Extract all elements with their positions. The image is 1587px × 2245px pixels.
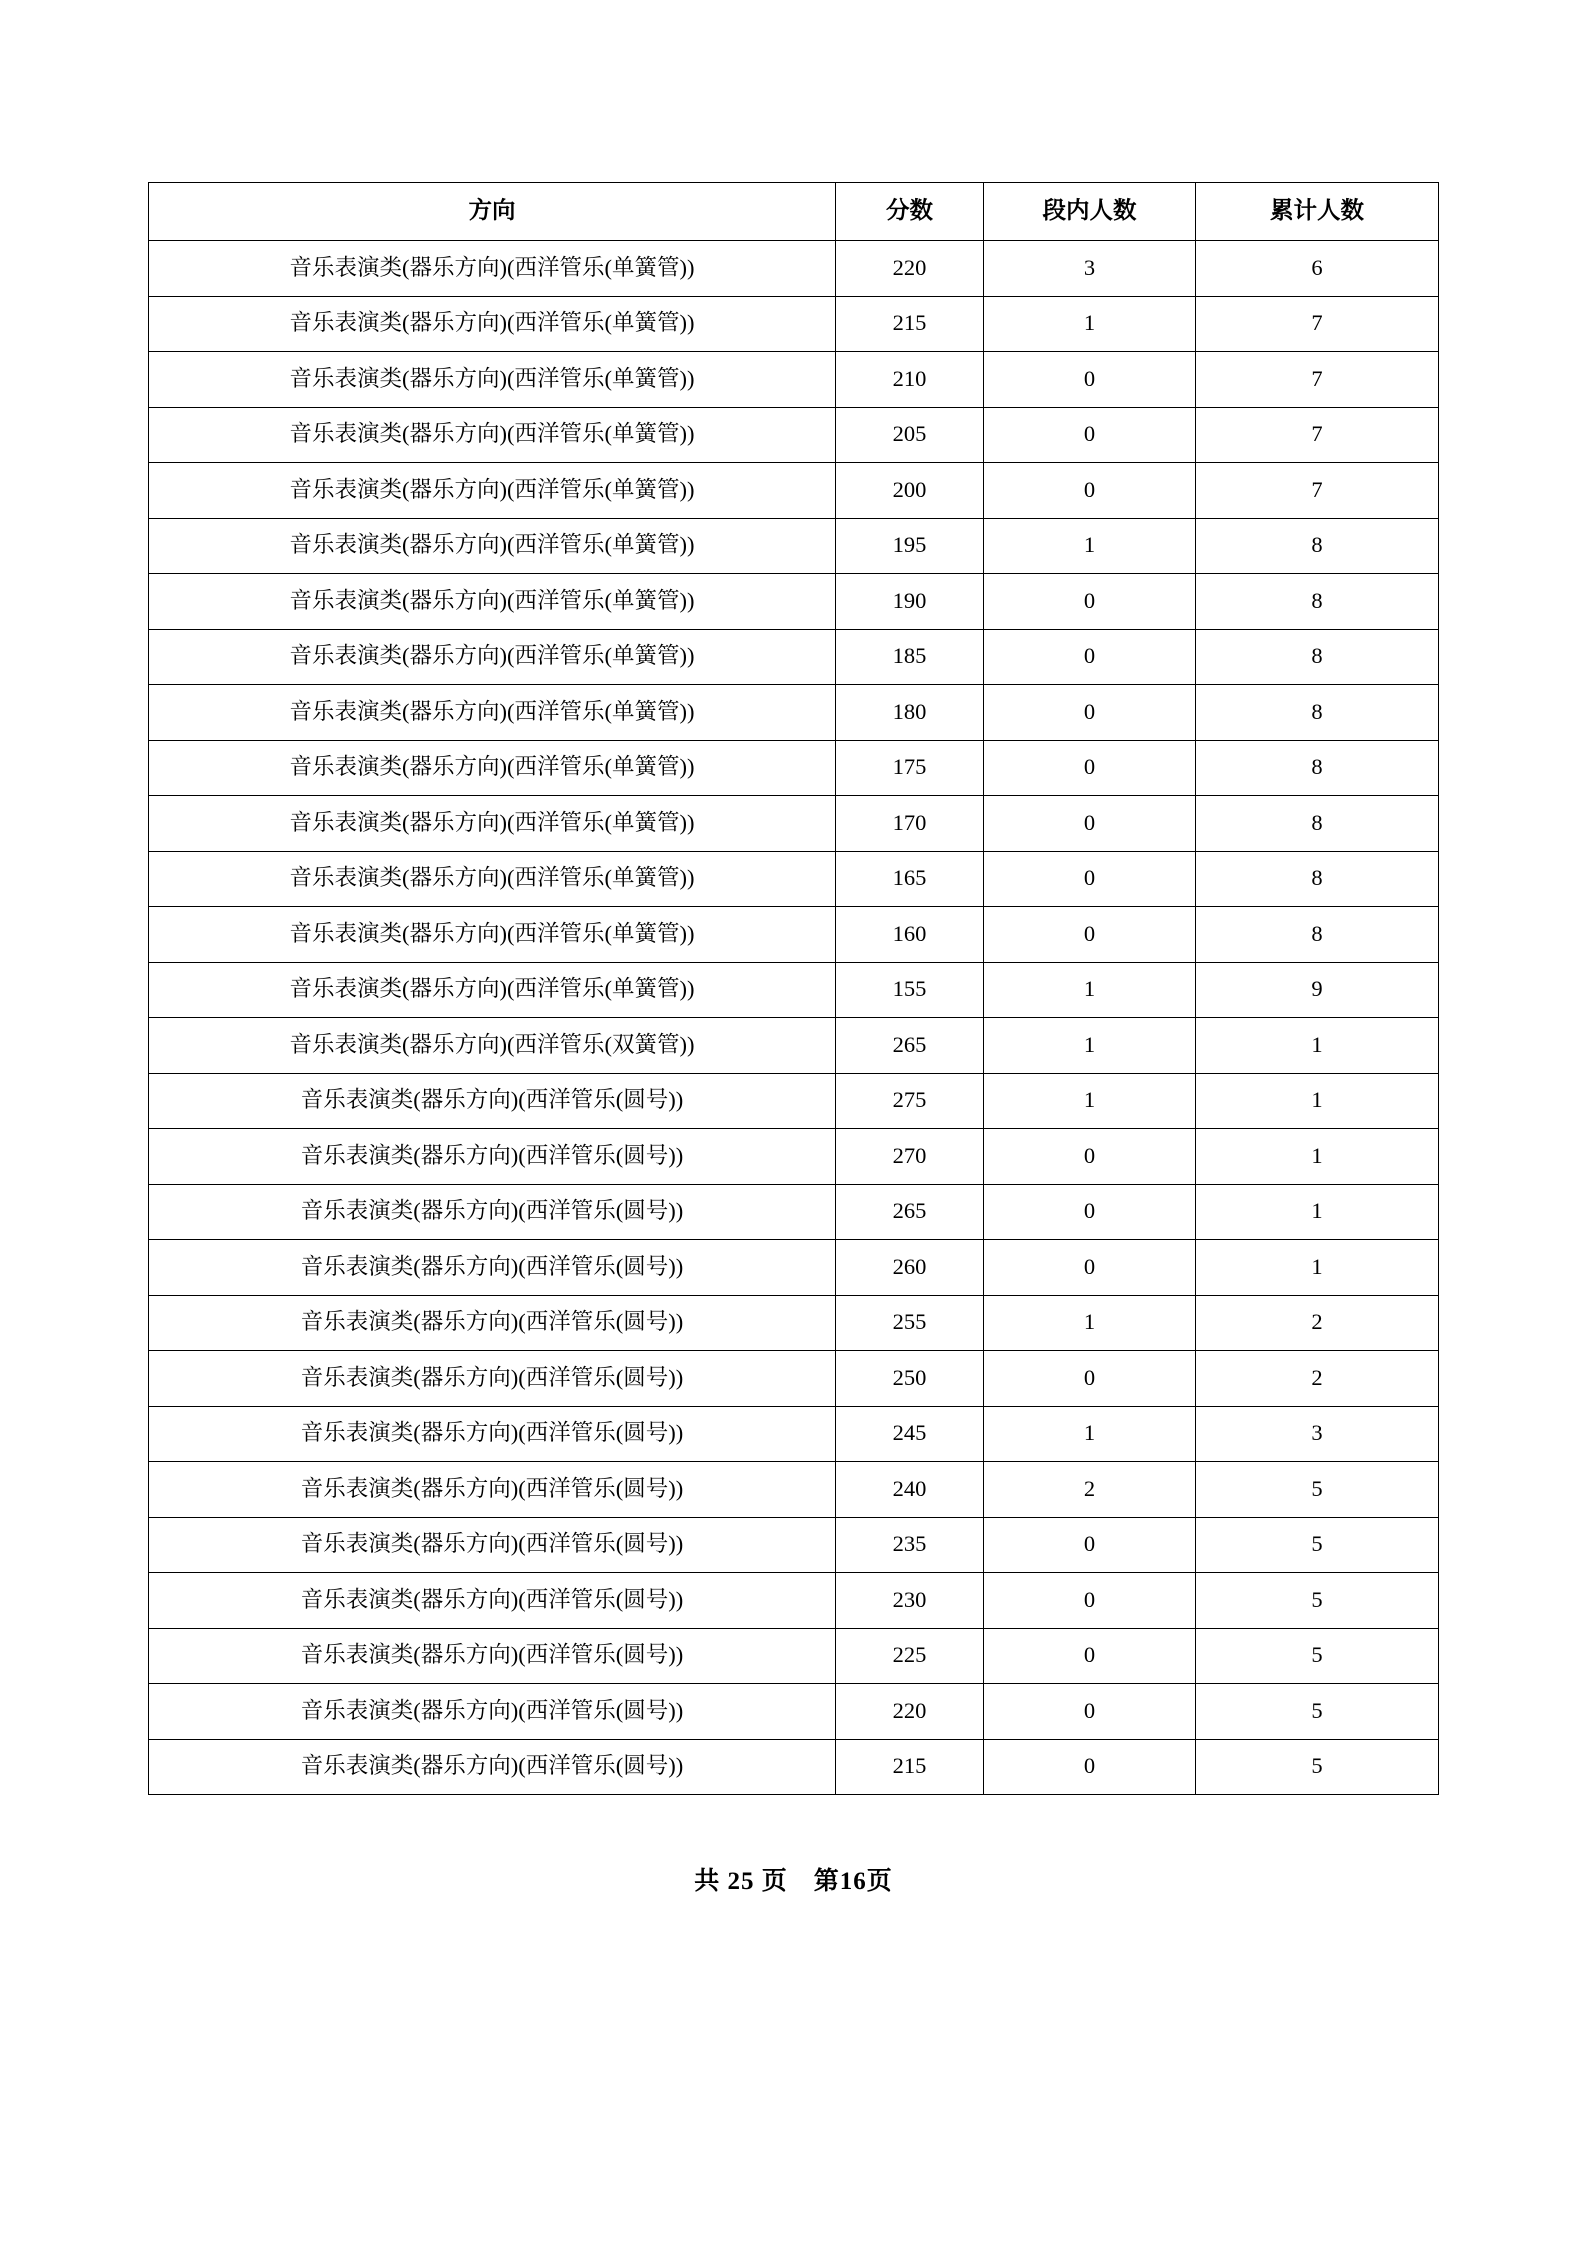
cell-score: 255 xyxy=(836,1295,984,1351)
cell-direction: 音乐表演类(器乐方向)(西洋管乐(单簧管)) xyxy=(149,851,836,907)
table-row xyxy=(149,352,1439,408)
table-header-row xyxy=(149,183,1439,241)
cell-score: 235 xyxy=(836,1517,984,1573)
cell-cumulative-count: 7 xyxy=(1196,463,1439,519)
cell-segment-count: 0 xyxy=(984,851,1196,907)
table-row xyxy=(149,1351,1439,1407)
cell-score: 220 xyxy=(836,1684,984,1740)
cell-direction: 音乐表演类(器乐方向)(西洋管乐(圆号)) xyxy=(149,1129,836,1185)
cell-segment-count: 1 xyxy=(984,1295,1196,1351)
cell-cumulative-count: 1 xyxy=(1196,1073,1439,1129)
footer-total-pages: 共 25 页 xyxy=(694,1868,788,1895)
cell-direction: 音乐表演类(器乐方向)(西洋管乐(单簧管)) xyxy=(149,907,836,963)
cell-segment-count: 0 xyxy=(984,1240,1196,1296)
cell-score: 215 xyxy=(836,1739,984,1795)
cell-cumulative-count: 8 xyxy=(1196,907,1439,963)
table-row xyxy=(149,1573,1439,1629)
cell-direction: 音乐表演类(器乐方向)(西洋管乐(圆号)) xyxy=(149,1184,836,1240)
cell-score: 195 xyxy=(836,518,984,574)
cell-cumulative-count: 3 xyxy=(1196,1406,1439,1462)
column-header-segment-count: 段内人数 xyxy=(984,183,1196,241)
cell-score: 265 xyxy=(836,1018,984,1074)
cell-score: 275 xyxy=(836,1073,984,1129)
cell-score: 175 xyxy=(836,740,984,796)
cell-direction: 音乐表演类(器乐方向)(西洋管乐(单簧管)) xyxy=(149,685,836,741)
cell-cumulative-count: 1 xyxy=(1196,1129,1439,1185)
cell-direction: 音乐表演类(器乐方向)(西洋管乐(单簧管)) xyxy=(149,463,836,519)
table-row xyxy=(149,463,1439,519)
cell-cumulative-count: 5 xyxy=(1196,1573,1439,1629)
cell-segment-count: 0 xyxy=(984,796,1196,852)
cell-score: 270 xyxy=(836,1129,984,1185)
cell-direction: 音乐表演类(器乐方向)(西洋管乐(单簧管)) xyxy=(149,796,836,852)
cell-cumulative-count: 1 xyxy=(1196,1018,1439,1074)
table-row xyxy=(149,796,1439,852)
cell-score: 200 xyxy=(836,463,984,519)
cell-segment-count: 2 xyxy=(984,1462,1196,1518)
cell-direction: 音乐表演类(器乐方向)(西洋管乐(单簧管)) xyxy=(149,241,836,297)
cell-segment-count: 0 xyxy=(984,1684,1196,1740)
cell-direction: 音乐表演类(器乐方向)(西洋管乐(圆号)) xyxy=(149,1351,836,1407)
cell-cumulative-count: 5 xyxy=(1196,1517,1439,1573)
column-header-cumulative-count: 累计人数 xyxy=(1196,183,1439,241)
cell-segment-count: 0 xyxy=(984,407,1196,463)
cell-segment-count: 1 xyxy=(984,1018,1196,1074)
cell-segment-count: 1 xyxy=(984,518,1196,574)
cell-segment-count: 1 xyxy=(984,1073,1196,1129)
cell-direction: 音乐表演类(器乐方向)(西洋管乐(圆号)) xyxy=(149,1573,836,1629)
cell-cumulative-count: 5 xyxy=(1196,1628,1439,1684)
table-row xyxy=(149,518,1439,574)
cell-cumulative-count: 5 xyxy=(1196,1684,1439,1740)
cell-cumulative-count: 7 xyxy=(1196,352,1439,408)
cell-score: 160 xyxy=(836,907,984,963)
table-row xyxy=(149,962,1439,1018)
cell-score: 215 xyxy=(836,296,984,352)
cell-direction: 音乐表演类(器乐方向)(西洋管乐(圆号)) xyxy=(149,1462,836,1518)
table-row xyxy=(149,296,1439,352)
cell-score: 165 xyxy=(836,851,984,907)
cell-cumulative-count: 7 xyxy=(1196,407,1439,463)
cell-direction: 音乐表演类(器乐方向)(西洋管乐(圆号)) xyxy=(149,1628,836,1684)
column-header-score: 分数 xyxy=(836,183,984,241)
table-row xyxy=(149,629,1439,685)
cell-segment-count: 1 xyxy=(984,296,1196,352)
column-header-direction: 方向 xyxy=(149,183,836,241)
cell-score: 190 xyxy=(836,574,984,630)
cell-cumulative-count: 8 xyxy=(1196,574,1439,630)
table-row xyxy=(149,1018,1439,1074)
cell-segment-count: 0 xyxy=(984,1573,1196,1629)
table-row xyxy=(149,1295,1439,1351)
cell-direction: 音乐表演类(器乐方向)(西洋管乐(双簧管)) xyxy=(149,1018,836,1074)
cell-segment-count: 0 xyxy=(984,629,1196,685)
cell-direction: 音乐表演类(器乐方向)(西洋管乐(单簧管)) xyxy=(149,296,836,352)
cell-cumulative-count: 9 xyxy=(1196,962,1439,1018)
cell-cumulative-count: 8 xyxy=(1196,851,1439,907)
table-row xyxy=(149,907,1439,963)
footer-current-page: 第16页 xyxy=(813,1868,893,1895)
table-row xyxy=(149,407,1439,463)
cell-cumulative-count: 8 xyxy=(1196,685,1439,741)
table-row xyxy=(149,685,1439,741)
table-row xyxy=(149,1184,1439,1240)
cell-score: 205 xyxy=(836,407,984,463)
cell-score: 210 xyxy=(836,352,984,408)
cell-cumulative-count: 1 xyxy=(1196,1240,1439,1296)
cell-score: 170 xyxy=(836,796,984,852)
cell-cumulative-count: 2 xyxy=(1196,1295,1439,1351)
table-row xyxy=(149,851,1439,907)
table-row xyxy=(149,1684,1439,1740)
cell-cumulative-count: 6 xyxy=(1196,241,1439,297)
cell-segment-count: 1 xyxy=(984,962,1196,1018)
cell-segment-count: 0 xyxy=(984,1129,1196,1185)
table-row xyxy=(149,1517,1439,1573)
table-row xyxy=(149,574,1439,630)
cell-segment-count: 0 xyxy=(984,574,1196,630)
cell-direction: 音乐表演类(器乐方向)(西洋管乐(单簧管)) xyxy=(149,740,836,796)
cell-cumulative-count: 2 xyxy=(1196,1351,1439,1407)
cell-segment-count: 0 xyxy=(984,740,1196,796)
cell-direction: 音乐表演类(器乐方向)(西洋管乐(圆号)) xyxy=(149,1684,836,1740)
table-row xyxy=(149,1073,1439,1129)
cell-segment-count: 0 xyxy=(984,1184,1196,1240)
cell-score: 230 xyxy=(836,1573,984,1629)
table-row xyxy=(149,740,1439,796)
cell-direction: 音乐表演类(器乐方向)(西洋管乐(单簧管)) xyxy=(149,574,836,630)
cell-score: 220 xyxy=(836,241,984,297)
table-row xyxy=(149,1240,1439,1296)
cell-cumulative-count: 8 xyxy=(1196,629,1439,685)
cell-direction: 音乐表演类(器乐方向)(西洋管乐(圆号)) xyxy=(149,1240,836,1296)
cell-segment-count: 1 xyxy=(984,1406,1196,1462)
cell-segment-count: 0 xyxy=(984,1628,1196,1684)
cell-cumulative-count: 8 xyxy=(1196,518,1439,574)
cell-score: 265 xyxy=(836,1184,984,1240)
table-body xyxy=(149,241,1439,1795)
cell-score: 155 xyxy=(836,962,984,1018)
cell-score: 185 xyxy=(836,629,984,685)
table-row xyxy=(149,1739,1439,1795)
table-row xyxy=(149,1628,1439,1684)
cell-segment-count: 0 xyxy=(984,685,1196,741)
cell-direction: 音乐表演类(器乐方向)(西洋管乐(圆号)) xyxy=(149,1073,836,1129)
cell-cumulative-count: 5 xyxy=(1196,1462,1439,1518)
cell-direction: 音乐表演类(器乐方向)(西洋管乐(单簧管)) xyxy=(149,518,836,574)
cell-cumulative-count: 7 xyxy=(1196,296,1439,352)
table-row xyxy=(149,1406,1439,1462)
cell-direction: 音乐表演类(器乐方向)(西洋管乐(单簧管)) xyxy=(149,962,836,1018)
cell-segment-count: 0 xyxy=(984,463,1196,519)
cell-segment-count: 0 xyxy=(984,1517,1196,1573)
cell-segment-count: 0 xyxy=(984,352,1196,408)
cell-direction: 音乐表演类(器乐方向)(西洋管乐(单簧管)) xyxy=(149,352,836,408)
table-row xyxy=(149,241,1439,297)
cell-score: 225 xyxy=(836,1628,984,1684)
cell-cumulative-count: 8 xyxy=(1196,740,1439,796)
table-row xyxy=(149,1129,1439,1185)
page-footer xyxy=(148,1861,1439,1897)
cell-direction: 音乐表演类(器乐方向)(西洋管乐(圆号)) xyxy=(149,1406,836,1462)
cell-direction: 音乐表演类(器乐方向)(西洋管乐(圆号)) xyxy=(149,1295,836,1351)
cell-direction: 音乐表演类(器乐方向)(西洋管乐(单簧管)) xyxy=(149,629,836,685)
cell-score: 240 xyxy=(836,1462,984,1518)
cell-direction: 音乐表演类(器乐方向)(西洋管乐(圆号)) xyxy=(149,1739,836,1795)
cell-segment-count: 0 xyxy=(984,1739,1196,1795)
cell-cumulative-count: 1 xyxy=(1196,1184,1439,1240)
cell-score: 250 xyxy=(836,1351,984,1407)
cell-cumulative-count: 8 xyxy=(1196,796,1439,852)
cell-segment-count: 0 xyxy=(984,907,1196,963)
cell-direction: 音乐表演类(器乐方向)(西洋管乐(圆号)) xyxy=(149,1517,836,1573)
cell-cumulative-count: 5 xyxy=(1196,1739,1439,1795)
cell-direction: 音乐表演类(器乐方向)(西洋管乐(单簧管)) xyxy=(149,407,836,463)
score-distribution-table xyxy=(148,182,1439,1795)
cell-score: 260 xyxy=(836,1240,984,1296)
cell-segment-count: 3 xyxy=(984,241,1196,297)
cell-score: 245 xyxy=(836,1406,984,1462)
table-row xyxy=(149,1462,1439,1518)
cell-segment-count: 0 xyxy=(984,1351,1196,1407)
cell-score: 180 xyxy=(836,685,984,741)
